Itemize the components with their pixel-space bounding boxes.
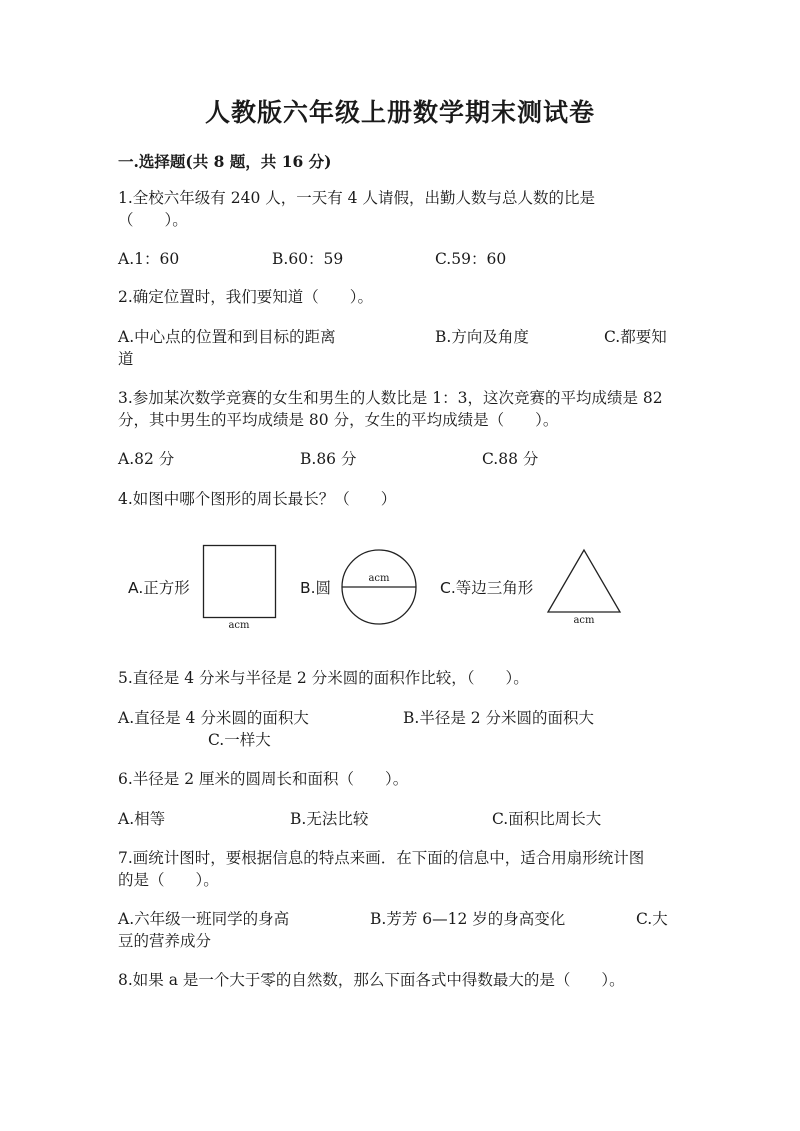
question-2: 2.确定位置时，我们要知道（ ）。 — [118, 288, 374, 306]
q1-option-a: A.1：60 — [118, 250, 180, 268]
square-figure — [200, 543, 280, 633]
q6-option-b: B.无法比较 — [290, 810, 369, 828]
q5-option-b: B.半径是 2 分米圆的面积大 — [403, 709, 595, 727]
q6-option-a: A.相等 — [118, 810, 166, 828]
section-heading: 一.选择题(共 8 题，共 16 分) — [118, 152, 332, 171]
square-dim-label: acm — [228, 620, 250, 631]
question-8: 8.如果 a 是一个大于零的自然数，那么下面各式中得数最大的是（ ）。 — [118, 971, 625, 989]
circle-figure — [340, 548, 420, 628]
question-1-line2: （ ）。 — [118, 211, 188, 229]
question-1 — [118, 187, 684, 231]
q7-option-a: A.六年级一班同学的身高 — [118, 910, 290, 928]
question-7-line2: 的是（ ）。 — [118, 871, 219, 889]
figure-label-square: A.正方形 — [128, 579, 190, 597]
page-title: 人教版六年级上册数学期末测试卷 — [204, 98, 595, 127]
q7-option-b: B.芳芳 6—12 岁的身高变化 — [370, 910, 566, 928]
q7-option-wrap: 豆的营养成分 — [118, 932, 212, 950]
q1-option-b: B.60：59 — [272, 250, 344, 268]
q7-option-c: C.大 — [636, 910, 668, 928]
question-3-line2: 分，其中男生的平均成绩是 80 分，女生的平均成绩是（ ）。 — [118, 411, 559, 429]
triangle-figure — [545, 548, 625, 628]
q6-option-c: C.面积比周长大 — [492, 810, 602, 828]
q3-option-c: C.88 分 — [482, 450, 539, 468]
question-6: 6.半径是 2 厘米的圆周长和面积（ ）。 — [118, 770, 409, 788]
question-5: 5.直径是 4 分米与半径是 2 分米圆的面积作比较，（ ）。 — [118, 669, 529, 687]
q3-option-b: B.86 分 — [300, 450, 357, 468]
q5-option-a: A.直径是 4 分米圆的面积大 — [118, 709, 309, 727]
figure-label-triangle: C.等边三角形 — [440, 579, 534, 597]
question-7 — [118, 847, 684, 891]
question-3-line1: 3.参加某次数学竞赛的女生和男生的人数比是 1：3，这次竞赛的平均成绩是 82 — [118, 389, 663, 407]
triangle-dim-label: acm — [573, 615, 595, 626]
q2-option-b: B.方向及角度 — [435, 328, 529, 346]
q2-option-wrap: 道 — [118, 350, 134, 368]
circle-dim-label: acm — [368, 573, 390, 584]
question-7-line1: 7.画统计图时，要根据信息的特点来画．在下面的信息中，适合用扇形统计图 — [118, 849, 645, 867]
question-1-line1: 1.全校六年级有 240 人，一天有 4 人请假，出勤人数与总人数的比是 — [118, 189, 595, 207]
figure-label-circle: B.圆 — [300, 579, 332, 597]
question-4: 4.如图中哪个图形的周长最长？（ ） — [118, 490, 397, 508]
q2-option-c: C.都要知 — [604, 328, 667, 346]
q5-option-c: C.一样大 — [208, 731, 271, 749]
q3-option-a: A.82 分 — [118, 450, 175, 468]
question-3 — [118, 387, 684, 431]
q2-option-a: A.中心点的位置和到目标的距离 — [118, 328, 336, 346]
q1-option-c: C.59：60 — [435, 250, 507, 268]
